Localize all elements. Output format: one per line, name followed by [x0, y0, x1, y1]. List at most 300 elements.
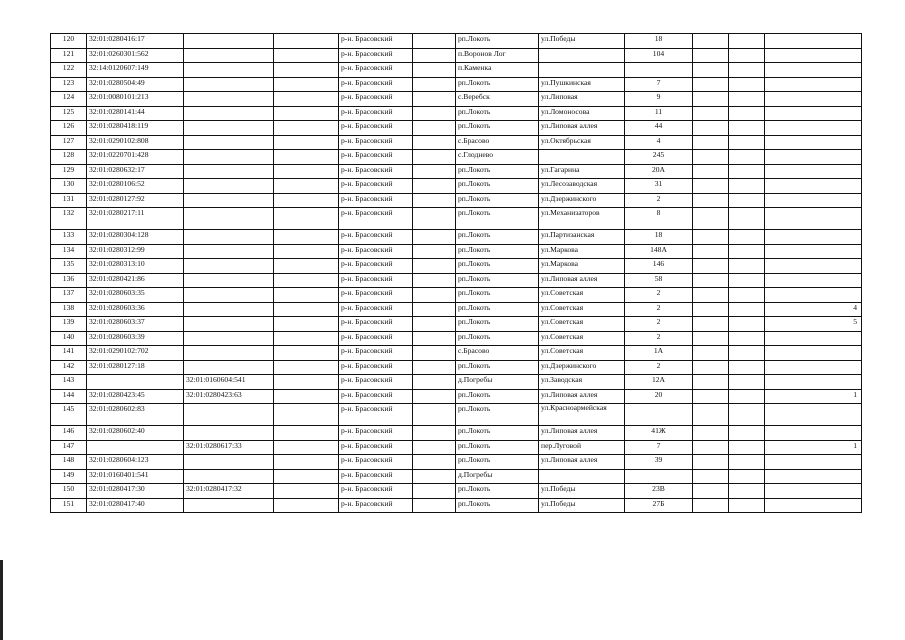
empty-cell-cell — [413, 346, 456, 361]
empty-cell-cell — [274, 92, 339, 107]
row-number-cell: 149 — [51, 469, 87, 484]
table-row — [51, 302, 862, 317]
district-cell: р-н. Брасовский — [339, 360, 413, 375]
empty-cell-cell — [693, 244, 729, 259]
district-cell: р-н. Брасовский — [339, 34, 413, 49]
house-number-cell: 146 — [625, 259, 693, 274]
empty-cell-cell — [413, 106, 456, 121]
cadastral-number-cell: 32:01:0280504:49 — [87, 77, 184, 92]
empty-cell-cell — [413, 331, 456, 346]
cadastral-number-cell: 32:01:0280127:92 — [87, 193, 184, 208]
cadastral-number-cell: 32:01:0280602:83 — [87, 404, 184, 426]
empty-cell-cell — [274, 244, 339, 259]
empty-cell-cell — [693, 164, 729, 179]
empty-cell-cell — [729, 440, 765, 455]
table-row — [51, 48, 862, 63]
apartment-number-cell — [765, 259, 862, 274]
apartment-number-cell: 5 — [765, 317, 862, 332]
row-number-cell: 127 — [51, 135, 87, 150]
empty-cell-cell — [274, 179, 339, 194]
cadastral-number-2-cell — [184, 193, 274, 208]
settlement-cell: с.Брасово — [456, 135, 539, 150]
empty-cell-cell — [413, 455, 456, 470]
cadastral-number-cell: 32:01:0280417:40 — [87, 498, 184, 513]
empty-cell-cell — [274, 389, 339, 404]
row-number-cell: 147 — [51, 440, 87, 455]
empty-cell-cell — [693, 440, 729, 455]
table-row — [51, 244, 862, 259]
house-number-cell: 44 — [625, 121, 693, 136]
house-number-cell: 2 — [625, 302, 693, 317]
cadastral-number-2-cell — [184, 77, 274, 92]
empty-cell-cell — [274, 404, 339, 426]
settlement-cell: рп.Локоть — [456, 360, 539, 375]
empty-cell-cell — [729, 302, 765, 317]
table-row — [51, 77, 862, 92]
street-cell — [539, 48, 625, 63]
row-number-cell: 129 — [51, 164, 87, 179]
row-number-cell: 137 — [51, 288, 87, 303]
row-number-cell: 132 — [51, 208, 87, 230]
street-cell: ул.Советская — [539, 346, 625, 361]
street-cell: ул.Победы — [539, 34, 625, 49]
cadastral-number-2-cell — [184, 317, 274, 332]
house-number-cell: 31 — [625, 179, 693, 194]
apartment-number-cell — [765, 244, 862, 259]
apartment-number-cell — [765, 150, 862, 165]
street-cell: ул.Липовая аллея — [539, 121, 625, 136]
cadastral-number-2-cell — [184, 106, 274, 121]
settlement-cell: рп.Локоть — [456, 389, 539, 404]
apartment-number-cell — [765, 360, 862, 375]
empty-cell-cell — [729, 150, 765, 165]
apartment-number-cell: 4 — [765, 302, 862, 317]
street-cell: ул.Дзержинского — [539, 360, 625, 375]
cadastral-number-2-cell — [184, 426, 274, 441]
empty-cell-cell — [729, 208, 765, 230]
empty-cell-cell — [274, 135, 339, 150]
row-number-cell: 150 — [51, 484, 87, 499]
cadastral-number-cell: 32:01:0280632:17 — [87, 164, 184, 179]
empty-cell-cell — [274, 484, 339, 499]
empty-cell-cell — [413, 317, 456, 332]
table-row — [51, 92, 862, 107]
table-row — [51, 360, 862, 375]
house-number-cell: 245 — [625, 150, 693, 165]
apartment-number-cell — [765, 208, 862, 230]
house-number-cell: 2 — [625, 193, 693, 208]
cadastral-number-cell: 32:01:0280603:35 — [87, 288, 184, 303]
district-cell: р-н. Брасовский — [339, 164, 413, 179]
district-cell: р-н. Брасовский — [339, 317, 413, 332]
table-row — [51, 440, 862, 455]
cadastral-number-2-cell: 32:01:0280417:32 — [184, 484, 274, 499]
empty-cell-cell — [729, 288, 765, 303]
apartment-number-cell — [765, 346, 862, 361]
cadastral-number-cell: 32:01:0290102:808 — [87, 135, 184, 150]
street-cell: ул.Гагарина — [539, 164, 625, 179]
settlement-cell: рп.Локоть — [456, 440, 539, 455]
street-cell: ул.Лесозаводская — [539, 179, 625, 194]
empty-cell-cell — [729, 317, 765, 332]
settlement-cell: п.Воронов Лог — [456, 48, 539, 63]
apartment-number-cell — [765, 455, 862, 470]
row-number-cell: 148 — [51, 455, 87, 470]
cadastral-number-cell: 32:01:0280421:86 — [87, 273, 184, 288]
settlement-cell: д.Погребы — [456, 375, 539, 390]
house-number-cell: 7 — [625, 77, 693, 92]
district-cell: р-н. Брасовский — [339, 121, 413, 136]
cadastral-number-2-cell — [184, 498, 274, 513]
district-cell: р-н. Брасовский — [339, 259, 413, 274]
apartment-number-cell — [765, 34, 862, 49]
house-number-cell: 27Б — [625, 498, 693, 513]
apartment-number-cell — [765, 498, 862, 513]
apartment-number-cell: 1 — [765, 440, 862, 455]
house-number-cell: 8 — [625, 208, 693, 230]
table-row — [51, 135, 862, 150]
cadastral-number-2-cell — [184, 135, 274, 150]
table-row — [51, 389, 862, 404]
cadastral-number-2-cell — [184, 230, 274, 245]
district-cell: р-н. Брасовский — [339, 375, 413, 390]
apartment-number-cell — [765, 63, 862, 78]
district-cell: р-н. Брасовский — [339, 455, 413, 470]
apartment-number-cell — [765, 469, 862, 484]
cadastral-number-2-cell — [184, 179, 274, 194]
empty-cell-cell — [274, 150, 339, 165]
empty-cell-cell — [274, 34, 339, 49]
empty-cell-cell — [413, 273, 456, 288]
cadastral-number-cell: 32:01:0160401:541 — [87, 469, 184, 484]
street-cell: пер.Луговой — [539, 440, 625, 455]
apartment-number-cell — [765, 375, 862, 390]
scan-edge-mark — [0, 560, 3, 640]
cadastral-number-cell: 32:01:0280603:39 — [87, 331, 184, 346]
empty-cell-cell — [729, 34, 765, 49]
empty-cell-cell — [693, 92, 729, 107]
empty-cell-cell — [729, 179, 765, 194]
district-cell: р-н. Брасовский — [339, 469, 413, 484]
empty-cell-cell — [274, 469, 339, 484]
street-cell: ул.Липовая аллея — [539, 455, 625, 470]
row-number-cell: 120 — [51, 34, 87, 49]
house-number-cell: 39 — [625, 455, 693, 470]
cadastral-number-cell: 32:01:0280141:44 — [87, 106, 184, 121]
settlement-cell: рп.Локоть — [456, 193, 539, 208]
district-cell: р-н. Брасовский — [339, 389, 413, 404]
settlement-cell: рп.Локоть — [456, 244, 539, 259]
district-cell: р-н. Брасовский — [339, 208, 413, 230]
cadastral-number-cell: 32:01:0280127:18 — [87, 360, 184, 375]
empty-cell-cell — [693, 426, 729, 441]
empty-cell-cell — [729, 346, 765, 361]
cadastral-number-cell: 32:01:0280418:119 — [87, 121, 184, 136]
row-number-cell: 140 — [51, 331, 87, 346]
apartment-number-cell — [765, 179, 862, 194]
cadastral-number-cell: 32:01:0080101:213 — [87, 92, 184, 107]
district-cell: р-н. Брасовский — [339, 48, 413, 63]
table-body — [51, 34, 862, 513]
house-number-cell — [625, 63, 693, 78]
street-cell: ул.Механизаторов — [539, 208, 625, 230]
row-number-cell: 124 — [51, 92, 87, 107]
street-cell: ул.Советская — [539, 302, 625, 317]
empty-cell-cell — [729, 92, 765, 107]
district-cell: р-н. Брасовский — [339, 426, 413, 441]
settlement-cell: рп.Локоть — [456, 34, 539, 49]
street-cell: ул.Партизанская — [539, 230, 625, 245]
row-number-cell: 121 — [51, 48, 87, 63]
empty-cell-cell — [274, 346, 339, 361]
district-cell: р-н. Брасовский — [339, 179, 413, 194]
empty-cell-cell — [413, 302, 456, 317]
apartment-number-cell — [765, 230, 862, 245]
house-number-cell: 2 — [625, 360, 693, 375]
empty-cell-cell — [274, 455, 339, 470]
district-cell: р-н. Брасовский — [339, 150, 413, 165]
table-row — [51, 404, 862, 426]
empty-cell-cell — [274, 375, 339, 390]
house-number-cell: 4 — [625, 135, 693, 150]
empty-cell-cell — [693, 63, 729, 78]
house-number-cell: 20А — [625, 164, 693, 179]
table-row — [51, 346, 862, 361]
empty-cell-cell — [413, 426, 456, 441]
table-row — [51, 259, 862, 274]
street-cell: ул.Победы — [539, 484, 625, 499]
apartment-number-cell — [765, 135, 862, 150]
district-cell: р-н. Брасовский — [339, 302, 413, 317]
street-cell: ул.Маркова — [539, 244, 625, 259]
cadastral-number-2-cell — [184, 34, 274, 49]
empty-cell-cell — [413, 389, 456, 404]
table-row — [51, 455, 862, 470]
empty-cell-cell — [274, 121, 339, 136]
empty-cell-cell — [693, 150, 729, 165]
empty-cell-cell — [693, 404, 729, 426]
street-cell: ул.Советская — [539, 288, 625, 303]
settlement-cell: рп.Локоть — [456, 230, 539, 245]
table-row — [51, 484, 862, 499]
house-number-cell: 2 — [625, 288, 693, 303]
street-cell: ул.Красноармейская — [539, 404, 625, 426]
empty-cell-cell — [729, 360, 765, 375]
settlement-cell: рп.Локоть — [456, 498, 539, 513]
district-cell: р-н. Брасовский — [339, 106, 413, 121]
settlement-cell: рп.Локоть — [456, 106, 539, 121]
cadastral-number-cell: 32:01:0280416:17 — [87, 34, 184, 49]
cadastral-number-cell: 32:01:0290102:702 — [87, 346, 184, 361]
row-number-cell: 123 — [51, 77, 87, 92]
empty-cell-cell — [729, 135, 765, 150]
cadastral-number-cell: 32:01:0280417:30 — [87, 484, 184, 499]
row-number-cell: 145 — [51, 404, 87, 426]
empty-cell-cell — [693, 288, 729, 303]
street-cell: ул.Липовая аллея — [539, 273, 625, 288]
row-number-cell: 143 — [51, 375, 87, 390]
district-cell: р-н. Брасовский — [339, 273, 413, 288]
apartment-number-cell — [765, 48, 862, 63]
house-number-cell: 41Ж — [625, 426, 693, 441]
empty-cell-cell — [693, 106, 729, 121]
row-number-cell: 136 — [51, 273, 87, 288]
empty-cell-cell — [274, 230, 339, 245]
cadastral-number-cell: 32:14:0120607:149 — [87, 63, 184, 78]
empty-cell-cell — [693, 193, 729, 208]
table-row — [51, 498, 862, 513]
table-row — [51, 179, 862, 194]
settlement-cell: рп.Локоть — [456, 302, 539, 317]
table-row — [51, 121, 862, 136]
empty-cell-cell — [693, 455, 729, 470]
empty-cell-cell — [693, 230, 729, 245]
empty-cell-cell — [413, 288, 456, 303]
house-number-cell: 20 — [625, 389, 693, 404]
settlement-cell: рп.Локоть — [456, 273, 539, 288]
empty-cell-cell — [274, 331, 339, 346]
empty-cell-cell — [413, 360, 456, 375]
table-row — [51, 230, 862, 245]
cadastral-number-cell: 32:01:0280217:11 — [87, 208, 184, 230]
table-row — [51, 63, 862, 78]
row-number-cell: 142 — [51, 360, 87, 375]
cadastral-number-2-cell — [184, 469, 274, 484]
empty-cell-cell — [693, 389, 729, 404]
cadastral-number-cell: 32:01:0260301:562 — [87, 48, 184, 63]
empty-cell-cell — [274, 208, 339, 230]
empty-cell-cell — [729, 389, 765, 404]
empty-cell-cell — [693, 121, 729, 136]
settlement-cell: с.Глоднево — [456, 150, 539, 165]
row-number-cell: 122 — [51, 63, 87, 78]
empty-cell-cell — [693, 302, 729, 317]
empty-cell-cell — [274, 164, 339, 179]
empty-cell-cell — [274, 193, 339, 208]
apartment-number-cell — [765, 273, 862, 288]
empty-cell-cell — [413, 150, 456, 165]
cadastral-number-cell: 32:01:0280106:52 — [87, 179, 184, 194]
house-number-cell: 11 — [625, 106, 693, 121]
street-cell: ул.Победы — [539, 498, 625, 513]
cadastral-number-2-cell — [184, 455, 274, 470]
empty-cell-cell — [413, 164, 456, 179]
empty-cell-cell — [729, 63, 765, 78]
cadastral-number-cell: 32:01:0280604:123 — [87, 455, 184, 470]
row-number-cell: 131 — [51, 193, 87, 208]
settlement-cell: рп.Локоть — [456, 317, 539, 332]
street-cell: ул.Липовая аллея — [539, 426, 625, 441]
empty-cell-cell — [274, 48, 339, 63]
row-number-cell: 144 — [51, 389, 87, 404]
empty-cell-cell — [413, 77, 456, 92]
district-cell: р-н. Брасовский — [339, 244, 413, 259]
empty-cell-cell — [693, 259, 729, 274]
empty-cell-cell — [274, 63, 339, 78]
row-number-cell: 128 — [51, 150, 87, 165]
empty-cell-cell — [274, 77, 339, 92]
cadastral-number-cell: 32:01:0280603:36 — [87, 302, 184, 317]
house-number-cell: 104 — [625, 48, 693, 63]
cadastral-number-2-cell — [184, 48, 274, 63]
table-row — [51, 375, 862, 390]
house-number-cell — [625, 404, 693, 426]
table-row — [51, 288, 862, 303]
street-cell — [539, 469, 625, 484]
empty-cell-cell — [693, 34, 729, 49]
settlement-cell: рп.Локоть — [456, 426, 539, 441]
empty-cell-cell — [729, 455, 765, 470]
settlement-cell: д.Погребы — [456, 469, 539, 484]
empty-cell-cell — [693, 208, 729, 230]
street-cell — [539, 63, 625, 78]
settlement-cell: рп.Локоть — [456, 331, 539, 346]
empty-cell-cell — [729, 469, 765, 484]
district-cell: р-н. Брасовский — [339, 92, 413, 107]
settlement-cell: рп.Локоть — [456, 288, 539, 303]
empty-cell-cell — [274, 106, 339, 121]
empty-cell-cell — [413, 179, 456, 194]
table-row — [51, 193, 862, 208]
empty-cell-cell — [693, 484, 729, 499]
apartment-number-cell — [765, 331, 862, 346]
empty-cell-cell — [274, 273, 339, 288]
table-row — [51, 150, 862, 165]
cadastral-number-2-cell — [184, 360, 274, 375]
district-cell: р-н. Брасовский — [339, 331, 413, 346]
row-number-cell: 146 — [51, 426, 87, 441]
settlement-cell: рп.Локоть — [456, 259, 539, 274]
row-number-cell: 135 — [51, 259, 87, 274]
house-number-cell: 12А — [625, 375, 693, 390]
empty-cell-cell — [729, 331, 765, 346]
cadastral-number-cell: 32:01:0220701:428 — [87, 150, 184, 165]
cadastral-number-2-cell — [184, 121, 274, 136]
empty-cell-cell — [729, 164, 765, 179]
house-number-cell: 7 — [625, 440, 693, 455]
house-number-cell: 9 — [625, 92, 693, 107]
cadastral-number-2-cell: 32:01:0160604:541 — [184, 375, 274, 390]
apartment-number-cell — [765, 92, 862, 107]
table-row — [51, 426, 862, 441]
apartment-number-cell — [765, 77, 862, 92]
empty-cell-cell — [729, 259, 765, 274]
table-row — [51, 469, 862, 484]
district-cell: р-н. Брасовский — [339, 193, 413, 208]
empty-cell-cell — [729, 498, 765, 513]
street-cell: ул.Советская — [539, 317, 625, 332]
empty-cell-cell — [274, 288, 339, 303]
empty-cell-cell — [274, 259, 339, 274]
house-number-cell: 2 — [625, 317, 693, 332]
apartment-number-cell — [765, 164, 862, 179]
row-number-cell: 141 — [51, 346, 87, 361]
empty-cell-cell — [729, 404, 765, 426]
settlement-cell: с.Веребск — [456, 92, 539, 107]
apartment-number-cell: 1 — [765, 389, 862, 404]
empty-cell-cell — [413, 259, 456, 274]
apartment-number-cell — [765, 484, 862, 499]
street-cell: ул.Заводская — [539, 375, 625, 390]
apartment-number-cell — [765, 193, 862, 208]
cadastral-number-cell — [87, 440, 184, 455]
empty-cell-cell — [729, 193, 765, 208]
empty-cell-cell — [413, 230, 456, 245]
empty-cell-cell — [413, 484, 456, 499]
empty-cell-cell — [413, 63, 456, 78]
cadastral-number-2-cell — [184, 150, 274, 165]
empty-cell-cell — [274, 317, 339, 332]
